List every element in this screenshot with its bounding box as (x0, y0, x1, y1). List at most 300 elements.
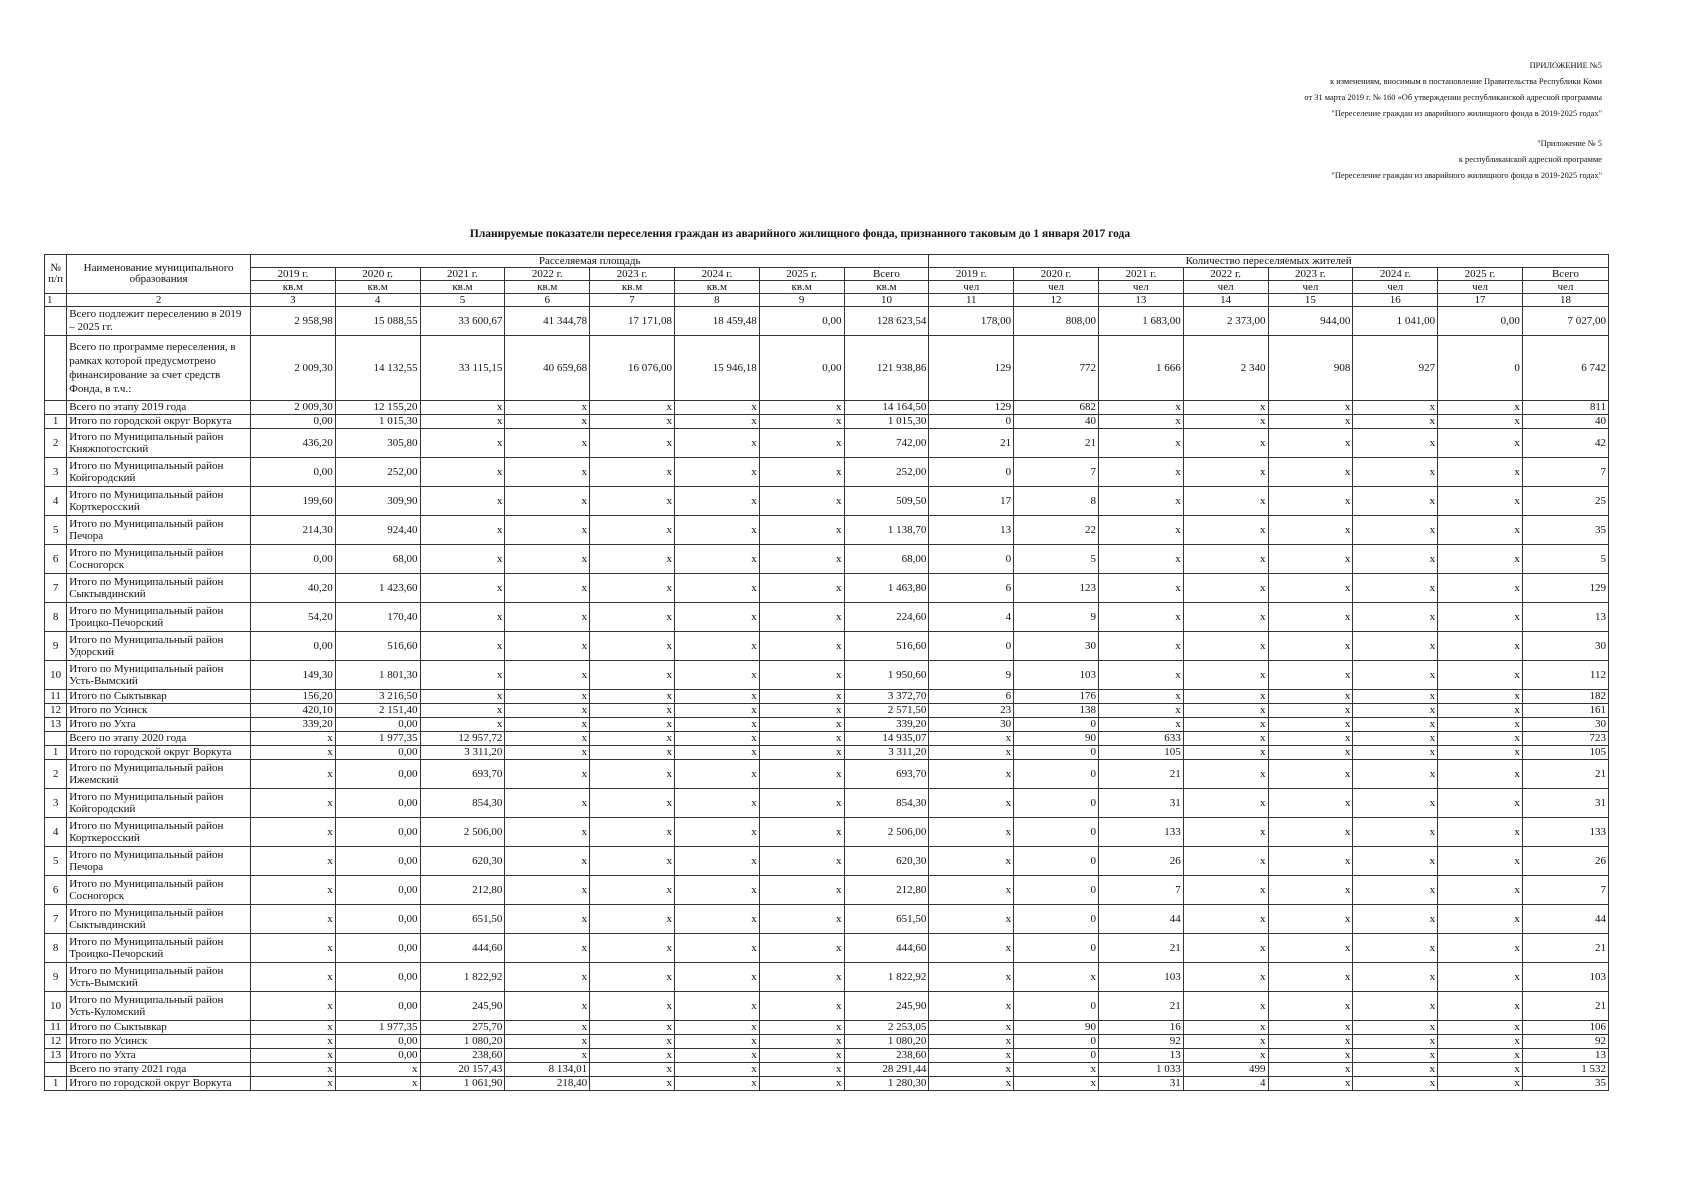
row-name: Итого по Муниципальный район Корткеросский (67, 818, 251, 847)
value-cell: 339,20 (844, 718, 929, 732)
header-line: от 31 марта 2019 г. № 160 «Об утверждении республиканской адресной программы (1304, 93, 1602, 102)
row-number: 10 (45, 992, 67, 1021)
row-name: Итого по Муниципальный район Сыктывдинский (67, 905, 251, 934)
value-cell: 3 216,50 (335, 690, 420, 704)
value-cell: 693,70 (420, 760, 505, 789)
value-cell: x (1438, 704, 1523, 718)
value-cell: x (759, 1021, 844, 1035)
value-cell: x (1098, 718, 1183, 732)
value-cell: 1 801,30 (335, 661, 420, 690)
table-row (45, 307, 1609, 336)
value-cell: 0 (929, 632, 1014, 661)
value-cell: x (1353, 934, 1438, 963)
col-header-name: Наименование муниципального образования (67, 255, 251, 294)
value-cell: x (759, 732, 844, 746)
value-cell: x (674, 1077, 759, 1091)
value-cell: x (1353, 704, 1438, 718)
row-name: Итого по Муниципальный район Ижемский (67, 760, 251, 789)
table-row (45, 847, 1609, 876)
value-cell: x (929, 905, 1014, 934)
unit-header: чел (1353, 281, 1438, 294)
row-number: 1 (45, 1077, 67, 1091)
column-number: 7 (590, 294, 675, 307)
column-number: 5 (420, 294, 505, 307)
value-cell: x (929, 1035, 1014, 1049)
value-cell: x (759, 704, 844, 718)
value-cell: x (674, 818, 759, 847)
value-cell: x (674, 516, 759, 545)
value-cell: 4 (1183, 1077, 1268, 1091)
value-cell: x (1353, 401, 1438, 415)
value-cell: x (1268, 603, 1353, 632)
value-cell: x (590, 574, 675, 603)
value-cell: 0,00 (335, 905, 420, 934)
value-cell: x (1353, 545, 1438, 574)
value-cell: 30 (1014, 632, 1099, 661)
value-cell: x (929, 876, 1014, 905)
table-row (45, 1063, 1609, 1077)
value-cell: 1 423,60 (335, 574, 420, 603)
value-cell: x (590, 516, 675, 545)
value-cell: x (505, 1021, 590, 1035)
value-cell: 90 (1014, 732, 1099, 746)
value-cell: 129 (929, 401, 1014, 415)
value-cell: 723 (1522, 732, 1608, 746)
row-name: Итого по Муниципальный район Койгородский (67, 458, 251, 487)
value-cell: x (1098, 401, 1183, 415)
value-cell: x (1438, 415, 1523, 429)
row-name: Итого по Сыктывкар (67, 1021, 251, 1035)
column-number: 4 (335, 294, 420, 307)
value-cell: x (1268, 401, 1353, 415)
value-cell: 238,60 (420, 1049, 505, 1063)
row-name: Итого по Муниципальный район Сосногорск (67, 545, 251, 574)
value-cell: 21 (929, 429, 1014, 458)
row-name: Всего по этапу 2019 года (67, 401, 251, 415)
value-cell: x (674, 1021, 759, 1035)
unit-header: кв.м (505, 281, 590, 294)
row-number: 13 (45, 718, 67, 732)
row-name: Итого по Усинск (67, 704, 251, 718)
value-cell: 2 009,30 (250, 401, 335, 415)
value-cell: 178,00 (929, 307, 1014, 336)
value-cell: x (1268, 876, 1353, 905)
value-cell: x (505, 458, 590, 487)
row-name: Итого по Муниципальный район Койгородский (67, 789, 251, 818)
value-cell: x (420, 718, 505, 732)
value-cell: x (1353, 760, 1438, 789)
value-cell: x (674, 732, 759, 746)
value-cell: x (505, 574, 590, 603)
row-name: Итого по Муниципальный район Удорский (67, 632, 251, 661)
row-name: Итого по Муниципальный район Троицко-Печорский (67, 603, 251, 632)
value-cell: x (420, 661, 505, 690)
row-number: 4 (45, 487, 67, 516)
value-cell: 0,00 (335, 789, 420, 818)
row-name: Всего по этапу 2020 года (67, 732, 251, 746)
value-cell: x (1183, 516, 1268, 545)
value-cell: x (1438, 760, 1523, 789)
value-cell: x (590, 661, 675, 690)
value-cell: x (1183, 574, 1268, 603)
value-cell: 112 (1522, 661, 1608, 690)
value-cell: 41 344,78 (505, 307, 590, 336)
row-number: 3 (45, 789, 67, 818)
value-cell: 0,00 (335, 1049, 420, 1063)
table-row (45, 545, 1609, 574)
value-cell: 15 946,18 (674, 336, 759, 401)
value-cell: 0 (1014, 789, 1099, 818)
value-cell: 2 506,00 (420, 818, 505, 847)
value-cell: 0 (1014, 934, 1099, 963)
unit-header: чел (1014, 281, 1099, 294)
value-cell: x (929, 934, 1014, 963)
value-cell: 1 138,70 (844, 516, 929, 545)
value-cell: x (1438, 1035, 1523, 1049)
value-cell: x (590, 1049, 675, 1063)
value-cell: 2 253,05 (844, 1021, 929, 1035)
value-cell: x (1438, 661, 1523, 690)
value-cell: 199,60 (250, 487, 335, 516)
value-cell: 1 822,92 (844, 963, 929, 992)
value-cell: x (1183, 704, 1268, 718)
value-cell: x (505, 760, 590, 789)
value-cell: x (1183, 818, 1268, 847)
value-cell: 0,00 (335, 992, 420, 1021)
value-cell: x (250, 992, 335, 1021)
value-cell: x (759, 1035, 844, 1049)
value-cell: 133 (1098, 818, 1183, 847)
value-cell: 133 (1522, 818, 1608, 847)
value-cell: 0,00 (335, 718, 420, 732)
value-cell: x (590, 934, 675, 963)
row-name: Итого по Муниципальный район Усть-Вымский (67, 661, 251, 690)
value-cell: 252,00 (335, 458, 420, 487)
value-cell: 9 (929, 661, 1014, 690)
value-cell: x (590, 704, 675, 718)
value-cell: x (1268, 690, 1353, 704)
table-row (45, 458, 1609, 487)
value-cell: 23 (929, 704, 1014, 718)
value-cell: x (759, 760, 844, 789)
value-cell: 1 015,30 (335, 415, 420, 429)
table-row (45, 516, 1609, 545)
value-cell: 2 373,00 (1183, 307, 1268, 336)
value-cell: 30 (1522, 718, 1608, 732)
value-cell: x (1183, 746, 1268, 760)
table-row (45, 487, 1609, 516)
value-cell: 0,00 (759, 336, 844, 401)
value-cell: x (1268, 732, 1353, 746)
row-number: 9 (45, 632, 67, 661)
value-cell: x (1438, 690, 1523, 704)
value-cell: x (1268, 632, 1353, 661)
value-cell: x (1183, 992, 1268, 1021)
value-cell: x (929, 818, 1014, 847)
value-cell: x (505, 690, 590, 704)
value-cell: x (1353, 905, 1438, 934)
value-cell: 8 134,01 (505, 1063, 590, 1077)
value-cell: x (1353, 1049, 1438, 1063)
value-cell: x (759, 876, 844, 905)
value-cell: x (590, 760, 675, 789)
value-cell: 170,40 (335, 603, 420, 632)
value-cell: 0 (1014, 905, 1099, 934)
row-number: 11 (45, 690, 67, 704)
value-cell: x (1268, 746, 1353, 760)
value-cell: x (1098, 545, 1183, 574)
row-number: 10 (45, 661, 67, 690)
value-cell: 811 (1522, 401, 1608, 415)
value-cell: x (420, 516, 505, 545)
value-cell: x (759, 818, 844, 847)
value-cell: x (759, 574, 844, 603)
value-cell: 15 088,55 (335, 307, 420, 336)
value-cell: x (674, 963, 759, 992)
value-cell: 0 (1014, 1049, 1099, 1063)
value-cell: 444,60 (420, 934, 505, 963)
value-cell: 224,60 (844, 603, 929, 632)
header-line: "Приложение № 5 (1537, 139, 1602, 148)
value-cell: x (250, 1077, 335, 1091)
year-header: 2023 г. (590, 268, 675, 281)
value-cell: x (674, 1049, 759, 1063)
value-cell: 33 600,67 (420, 307, 505, 336)
table-row (45, 429, 1609, 458)
value-cell: 0 (929, 458, 1014, 487)
value-cell: 14 935,07 (844, 732, 929, 746)
value-cell: x (1438, 905, 1523, 934)
column-number: 2 (67, 294, 251, 307)
value-cell: x (590, 905, 675, 934)
value-cell: 20 157,43 (420, 1063, 505, 1077)
value-cell: x (590, 718, 675, 732)
value-cell: 1 977,35 (335, 1021, 420, 1035)
value-cell: 40 659,68 (505, 336, 590, 401)
value-cell: x (590, 429, 675, 458)
row-name: Итого по Муниципальный район Троицко-Печорский (67, 934, 251, 963)
value-cell: x (1268, 704, 1353, 718)
year-header: 2025 г. (1438, 268, 1523, 281)
value-cell: x (674, 487, 759, 516)
value-cell: x (1183, 401, 1268, 415)
value-cell: x (1098, 574, 1183, 603)
value-cell: 1 033 (1098, 1063, 1183, 1077)
value-cell: x (1353, 789, 1438, 818)
value-cell: 218,40 (505, 1077, 590, 1091)
value-cell: x (1183, 487, 1268, 516)
value-cell: x (1353, 1035, 1438, 1049)
year-header: 2020 г. (1014, 268, 1099, 281)
col-header-number: № п/п (45, 255, 67, 294)
value-cell: x (759, 992, 844, 1021)
value-cell: x (250, 1035, 335, 1049)
value-cell: x (1183, 661, 1268, 690)
value-cell: x (505, 487, 590, 516)
value-cell: 0 (1014, 718, 1099, 732)
value-cell: 633 (1098, 732, 1183, 746)
value-cell: 13 (1522, 603, 1608, 632)
value-cell: x (1268, 574, 1353, 603)
value-cell: x (1183, 1035, 1268, 1049)
value-cell: 0 (929, 545, 1014, 574)
value-cell: 924,40 (335, 516, 420, 545)
value-cell: x (1438, 1063, 1523, 1077)
year-header: Всего (1522, 268, 1608, 281)
group-header-area: Расселяемая площадь (250, 255, 928, 268)
value-cell: 28 291,44 (844, 1063, 929, 1077)
row-name: Итого по Ухта (67, 718, 251, 732)
value-cell: x (1438, 545, 1523, 574)
value-cell: x (1353, 603, 1438, 632)
row-name: Всего по этапу 2021 года (67, 1063, 251, 1077)
header-line: "Переселение граждан из аварийного жилищного фонда в 2019-2025 годах" (1331, 109, 1602, 118)
value-cell: x (1353, 992, 1438, 1021)
value-cell: 1 822,92 (420, 963, 505, 992)
value-cell: 9 (1014, 603, 1099, 632)
value-cell: x (420, 545, 505, 574)
value-cell: x (759, 1063, 844, 1077)
value-cell: x (505, 963, 590, 992)
value-cell: x (674, 847, 759, 876)
table-row (45, 789, 1609, 818)
value-cell: x (590, 632, 675, 661)
value-cell: 6 742 (1522, 336, 1608, 401)
value-cell: x (674, 760, 759, 789)
value-cell: x (1353, 661, 1438, 690)
value-cell: 30 (929, 718, 1014, 732)
value-cell: x (590, 603, 675, 632)
row-number: 12 (45, 1035, 67, 1049)
value-cell: x (1098, 690, 1183, 704)
row-number: 5 (45, 516, 67, 545)
value-cell: x (250, 1049, 335, 1063)
value-cell: x (1353, 732, 1438, 746)
value-cell: 33 115,15 (420, 336, 505, 401)
value-cell: x (1268, 963, 1353, 992)
unit-header: чел (929, 281, 1014, 294)
table-row (45, 934, 1609, 963)
value-cell: 31 (1098, 1077, 1183, 1091)
value-cell: 214,30 (250, 516, 335, 545)
value-cell: x (1268, 1077, 1353, 1091)
year-header: 2022 г. (505, 268, 590, 281)
row-number: 4 (45, 818, 67, 847)
value-cell: x (1268, 545, 1353, 574)
value-cell: x (759, 603, 844, 632)
value-cell: x (1183, 545, 1268, 574)
value-cell: 16 (1098, 1021, 1183, 1035)
value-cell: x (1353, 876, 1438, 905)
value-cell: 31 (1522, 789, 1608, 818)
year-header: 2019 г. (929, 268, 1014, 281)
value-cell: x (929, 1049, 1014, 1063)
value-cell: x (1268, 905, 1353, 934)
value-cell: x (674, 934, 759, 963)
value-cell: 444,60 (844, 934, 929, 963)
table-row (45, 905, 1609, 934)
value-cell: x (250, 1021, 335, 1035)
value-cell: x (674, 704, 759, 718)
table-row (45, 732, 1609, 746)
row-name: Итого по Муниципальный район Печора (67, 847, 251, 876)
value-cell: x (759, 1077, 844, 1091)
value-cell: 54,20 (250, 603, 335, 632)
value-cell: 30 (1522, 632, 1608, 661)
value-cell: 40 (1014, 415, 1099, 429)
value-cell: x (1268, 934, 1353, 963)
value-cell: x (1438, 818, 1523, 847)
value-cell: x (250, 963, 335, 992)
value-cell: x (1268, 415, 1353, 429)
value-cell: x (759, 632, 844, 661)
value-cell: 212,80 (420, 876, 505, 905)
header-line: "Переселение граждан из аварийного жилищного фонда в 2019-2025 годах" (1331, 171, 1602, 180)
year-header: 2022 г. (1183, 268, 1268, 281)
value-cell: x (1353, 516, 1438, 545)
value-cell: 854,30 (420, 789, 505, 818)
value-cell: x (1098, 603, 1183, 632)
value-cell: 682 (1014, 401, 1099, 415)
value-cell: 516,60 (844, 632, 929, 661)
value-cell: 2 009,30 (250, 336, 335, 401)
value-cell: 35 (1522, 1077, 1608, 1091)
value-cell: 182 (1522, 690, 1608, 704)
value-cell: x (250, 732, 335, 746)
row-number (45, 401, 67, 415)
value-cell: 5 (1522, 545, 1608, 574)
column-number: 10 (844, 294, 929, 307)
row-number: 3 (45, 458, 67, 487)
value-cell: 26 (1098, 847, 1183, 876)
value-cell: x (505, 632, 590, 661)
value-cell: x (1268, 516, 1353, 545)
value-cell: 25 (1522, 487, 1608, 516)
value-cell: x (1353, 718, 1438, 732)
value-cell: x (1098, 516, 1183, 545)
value-cell: 1 015,30 (844, 415, 929, 429)
value-cell: x (1183, 429, 1268, 458)
value-cell: 0 (1014, 992, 1099, 1021)
value-cell: 68,00 (844, 545, 929, 574)
value-cell: x (929, 1021, 1014, 1035)
value-cell: x (759, 415, 844, 429)
value-cell: x (250, 934, 335, 963)
value-cell: x (759, 401, 844, 415)
column-number: 16 (1353, 294, 1438, 307)
column-number: 13 (1098, 294, 1183, 307)
value-cell: x (1353, 632, 1438, 661)
value-cell: x (929, 963, 1014, 992)
value-cell: 436,20 (250, 429, 335, 458)
value-cell: 252,00 (844, 458, 929, 487)
value-cell: x (759, 545, 844, 574)
group-header-people: Количество переселяемых жителей (929, 255, 1609, 268)
table-row (45, 818, 1609, 847)
row-number: 8 (45, 934, 67, 963)
value-cell: x (674, 876, 759, 905)
value-cell: x (759, 458, 844, 487)
table-row (45, 963, 1609, 992)
value-cell: x (420, 574, 505, 603)
value-cell: 149,30 (250, 661, 335, 690)
table-row (45, 718, 1609, 732)
value-cell: 21 (1098, 760, 1183, 789)
value-cell: x (1438, 603, 1523, 632)
value-cell: x (1098, 458, 1183, 487)
value-cell: 620,30 (420, 847, 505, 876)
year-header: 2019 г. (250, 268, 335, 281)
